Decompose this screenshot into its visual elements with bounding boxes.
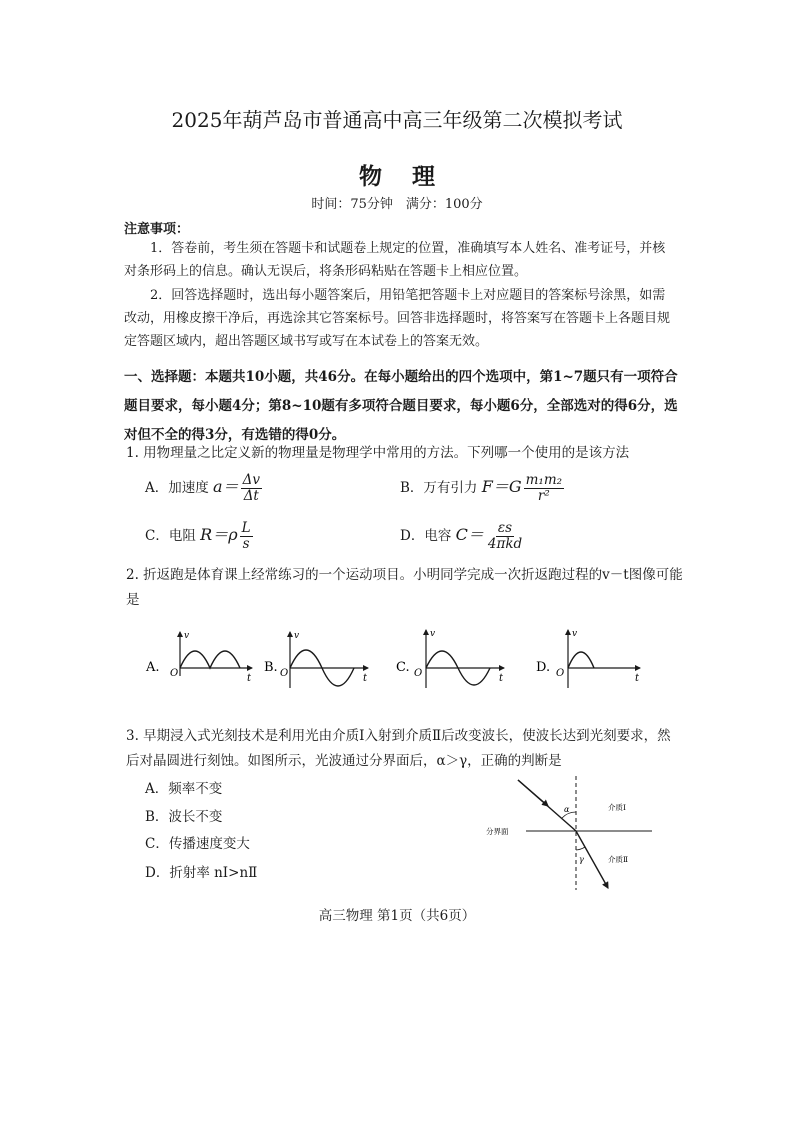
graph-b-label: B. [264,660,278,675]
notes-heading: 注意事项： [124,222,190,237]
incident-arrow [518,780,548,806]
gamma-arc [576,847,585,850]
graph-b-t-label: t [363,673,368,684]
q1-b-fraction: $\frac{\text{m₁m₂}}{\text{r²}}$ [525,472,563,504]
graph-b-v-label: v [294,631,300,641]
graph-d-curve [568,652,594,668]
graph-c-label: C. [396,660,410,675]
q3-option-b: B．波长不变 [145,809,223,825]
q1-option-a: A．加速度 a＝ $\frac{\Delta v}{\Delta t}$ [145,472,260,504]
section-heading-text: 一、选择题：本题共10小题，共46分。在每小题给出的四个选项中，第1~7题只有一项符合题目要求，每小题4分；第8~10题有多项符合题目要求，每小题6分，全部选对的得6分，选对但不全的得3分，有选错的得0分。 [124,369,678,443]
interface-label: 分界面 [486,827,509,836]
page-footer: 高三物理 第1页（共6页） [318,908,476,924]
exam-title: 2025年葫芦岛市普通高中高三年级第二次模拟考试 [171,108,623,132]
notes-item-2: 2．回答选择题时，选出每小题答案后，用铅笔把答题卡上对应题目的答案标号涂黑，如需改动，用橡皮擦干净后，再选涂其它答案标号。回答非选择题时，将答案写在答题卡上各题目规定答题区域内，超出答题区域书写或写在本试卷上的答案无效。 [124,288,671,349]
refraction-diagram [484,774,664,892]
graph-c-origin: O [414,668,423,679]
notes-item-1: 1．答卷前，考生须在答题卡和试题卷上规定的位置，准确填写本人姓名、准考证号，并核对条形码上的信息。确认无误后，将条形码粘贴在答题卡上相应位置。 [124,241,666,279]
medium-1-label: 介质Ⅰ [608,803,626,812]
graph-a-t-label: t [247,673,252,684]
graph-c[interactable] [396,629,504,688]
q3-option-c: C．传播速度变大 [145,836,250,852]
question-3-stem: 3. 早期浸入式光刻技术是利用光由介质Ⅰ入射到介质Ⅱ后改变波长，使波长达到光刻要求，然后对晶圆进行刻蚀。如图所示，光波通过分界面后，α＞γ，正确的判断是 [126,728,671,769]
medium-2-label: 介质Ⅱ [608,855,629,864]
q1-option-c: C．电阻 R＝ρ $\frac{L}{s}$ [145,520,251,552]
q1-option-b: B．万有引力 F＝G $\frac{\text{m₁m₂}}{\text{r²}}$ [400,472,563,504]
graph-a-curve [180,651,240,668]
q1-a-fraction: $\frac{\Delta v}{\Delta t}$ [242,472,260,504]
q3-option-d: D．折射率 nⅠ>nⅡ [145,865,258,881]
gamma-label: γ [579,855,584,864]
section-heading [124,363,684,450]
graph-d[interactable] [536,629,640,688]
graph-a[interactable] [145,631,252,684]
graph-a-origin: O [170,668,179,679]
question-1-stem: 1. 用物理量之比定义新的物理量是物理学中常用的方法。下列哪一个使用的是该方法 [126,445,630,461]
q1-c-fraction: $\frac{L}{s}$ [241,520,251,552]
graph-b-origin: O [280,668,289,679]
alpha-label: α [564,805,570,814]
graph-d-t-label: t [635,673,640,684]
question-2-stem: 2. 折返跑是体育课上经常练习的一个运动项目。小明同学完成一次折返跑过程的v－t图像可能是 [126,567,683,608]
graph-a-label: A. [146,660,160,675]
graph-d-origin: O [556,668,565,679]
graph-b[interactable] [264,631,368,688]
graph-d-label: D. [536,660,551,675]
q3-option-a: A．频率不变 [145,781,223,797]
q1-option-d: D．电容 C＝ $\frac{\varepsilon s}{\text{4πkd}}$ [400,520,523,552]
q2-vt-graphs [140,624,660,694]
graph-d-v-label: v [572,629,578,639]
graph-c-t-label: t [499,673,504,684]
graph-a-v-label: v [184,631,190,641]
subject-title: 物理 [359,163,465,190]
graph-c-v-label: v [430,629,436,639]
time-info: 时间：75分钟 满分：100分 [311,197,483,212]
q1-d-fraction: $\frac{\varepsilon s}{\text{4πkd}}$ [487,520,523,552]
